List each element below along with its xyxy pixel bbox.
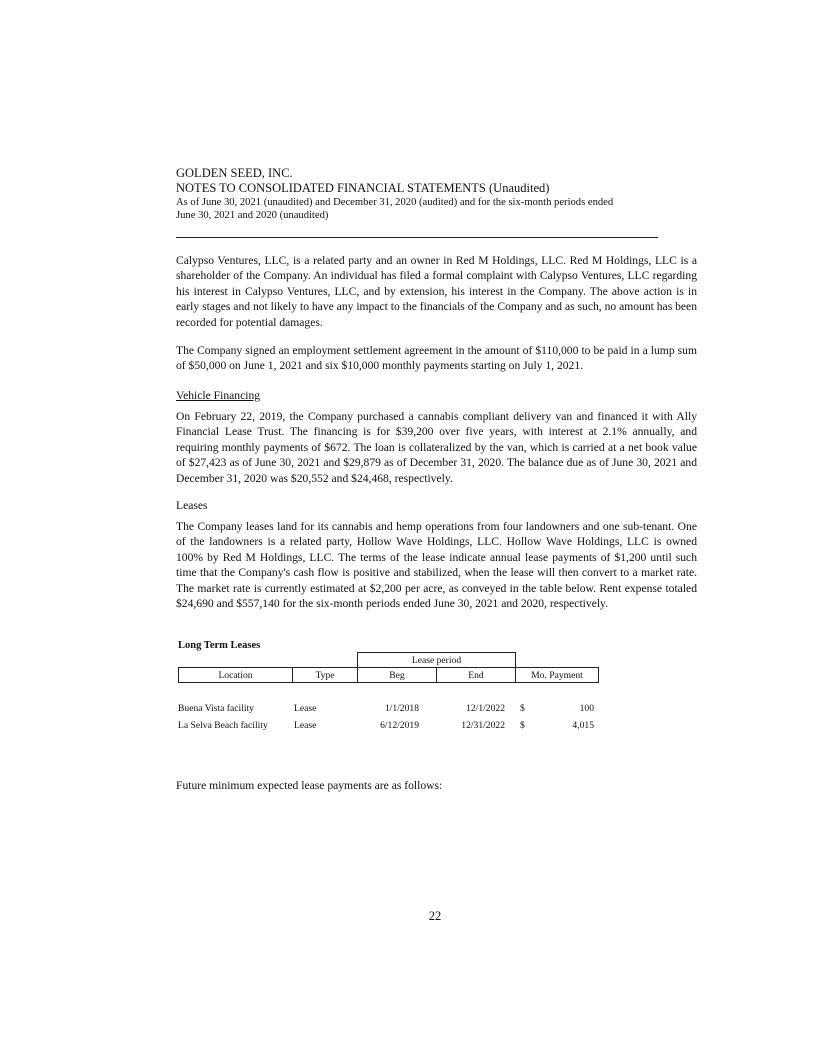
period-line-1: As of June 30, 2021 (unaudited) and December 31, 2020 (audited) and for the six-month periods ended — [176, 197, 614, 208]
leases-heading: Leases — [176, 499, 208, 512]
future-lease-payments-note: Future minimum expected lease payments are as follows: — [176, 779, 443, 792]
row-type: Lease — [294, 720, 317, 731]
row-type: Lease — [294, 703, 317, 714]
row-payment: 4,015 — [572, 720, 594, 731]
row-location: Buena Vista facility — [178, 703, 254, 714]
header-divider — [176, 237, 658, 238]
row-beg: 1/1/2018 — [384, 703, 419, 714]
column-header-beg: Beg — [357, 667, 437, 683]
row-beg: 6/12/2019 — [380, 720, 419, 731]
lease-period-header: Lease period — [357, 652, 516, 668]
period-line-2: June 30, 2021 and 2020 (unaudited) — [176, 210, 329, 221]
row-payment: 100 — [579, 703, 594, 714]
column-header-mo-payment: Mo. Payment — [515, 667, 599, 683]
row-end: 12/1/2022 — [466, 703, 505, 714]
row-currency: $ — [520, 703, 525, 714]
leases-paragraph: The Company leases land for its cannabis and hemp operations from four landowners and one sub-tenant. One of the landowners is a related party, Hollow Wave Holdings, LLC. Hollow Wave Holdings, LLC is owned 100% by Red M Holdings, LLC. The terms of the lease indicate annual lease payments of $1,200 until such time that the Company's cash flow is positive and stabilized, when the lease will then convert to a market rate. The market rate is currently estimated at $2,200 per acre, as conveyed in the table below. Rent expense totaled $24,690 and $557,140 for the six-month periods ended June 30, 2021 and 2020, respectively. — [176, 520, 697, 611]
lease-table-title: Long Term Leases — [178, 640, 261, 651]
column-header-end: End — [436, 667, 516, 683]
report-header — [176, 166, 698, 222]
settlement-paragraph: The Company signed an employment settlement agreement in the amount of $110,000 to be paid in a lump sum of $50,000 on June 1, 2021 and six $10,000 monthly payments starting on July 1, 2021. — [176, 344, 697, 373]
vehicle-financing-heading: Vehicle Financing — [176, 389, 261, 402]
column-header-location: Location — [178, 667, 293, 683]
company-name: GOLDEN SEED, INC. — [176, 166, 293, 180]
row-location: La Selva Beach facility — [178, 720, 268, 731]
row-currency: $ — [520, 720, 525, 731]
row-end: 12/31/2022 — [461, 720, 505, 731]
column-header-type: Type — [292, 667, 358, 683]
page-number: 22 — [428, 909, 442, 923]
statement-title: NOTES TO CONSOLIDATED FINANCIAL STATEMENTS (Unaudited) — [176, 181, 550, 195]
vehicle-financing-paragraph: On February 22, 2019, the Company purchased a cannabis compliant delivery van and financed it with Ally Financial Lease Trust. The financing is for $39,200 over five years, with interest at 2.1% annually, and requiring monthly payments of $672. The loan is collateralized by the van, which is carried at a net book value of $27,423 as of June 30, 2021 and $29,879 as of December 31, 2020. The balance due as of June 30, 2021 and December 31, 2020 was $20,552 and $24,468, respectively. — [176, 410, 697, 485]
calypso-paragraph: Calypso Ventures, LLC, is a related party and an owner in Red M Holdings, LLC. Red M Holdings, LLC is a shareholder of the Company. An individual has filed a formal complaint with Calypso Ventures, LLC regarding his interest in Calypso Ventures, LLC, and by extension, his interest in the Company. The above action is in early stages and not likely to have any impact to the financials of the Company and as such, no amount has been recorded for potential damages. — [176, 254, 697, 329]
